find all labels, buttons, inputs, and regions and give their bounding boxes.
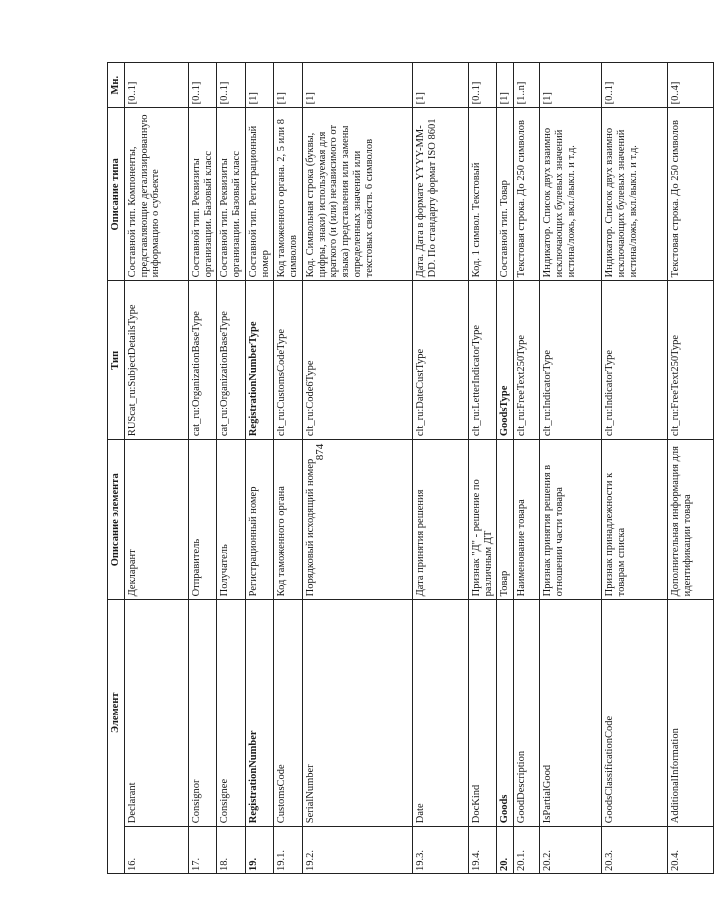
row-element: Consignor: [188, 600, 217, 827]
row-element: DocKind: [468, 600, 497, 827]
row-description: Признак принадлежности к товарам списка: [602, 440, 668, 600]
table-row: [412, 63, 468, 874]
table-row: [497, 63, 514, 874]
row-type: cat_ru:OrganizationBaseType: [217, 281, 246, 440]
row-type: RegistrationNumberType: [245, 281, 274, 440]
row-multiplicity: [0..1]: [217, 63, 246, 108]
row-multiplicity: [1..n]: [514, 63, 540, 108]
row-description: Дата принятия решения: [412, 440, 468, 600]
row-description: Порядковый исходящий номер: [302, 440, 412, 600]
row-element: IsPartialGood: [540, 600, 602, 827]
row-number: 20.2.: [540, 827, 602, 874]
table-row: [124, 63, 188, 874]
row-description: Признак "Д" - решение по различным ДТ: [468, 440, 497, 600]
row-number: 20.3.: [602, 827, 668, 874]
row-type: cat_ru:OrganizationBaseType: [188, 281, 217, 440]
row-type: clt_ru:IndicatorType: [540, 281, 602, 440]
header-description: Описание элемента: [108, 440, 125, 600]
row-type-description: Код. 1 символ. Текстовый: [468, 108, 497, 281]
row-number: 20.: [497, 827, 514, 874]
table-row: [514, 63, 540, 874]
row-type-description: Индикатор. Список двух взаимно исключающих булевых значений истина/ложь, вкл./выкл. и т.д.: [602, 108, 668, 281]
row-description: Дополнительная информация для идентификации товара: [668, 440, 714, 600]
row-type: GoodsType: [497, 281, 514, 440]
row-number: 19.: [245, 827, 274, 874]
row-number: 16.: [124, 827, 188, 874]
table-row: [302, 63, 412, 874]
row-description: Наименование товара: [514, 440, 540, 600]
row-number: 19.4.: [468, 827, 497, 874]
table-row: [602, 63, 668, 874]
element-table: [107, 62, 714, 874]
row-number: 19.3.: [412, 827, 468, 874]
row-type: clt_ru:FreeText250Type: [668, 281, 714, 440]
table-row: [188, 63, 217, 874]
row-multiplicity: [1]: [274, 63, 303, 108]
row-type-description: Код таможенного органа. 2, 5 или 8 символов: [274, 108, 303, 281]
table-row: [540, 63, 602, 874]
row-type: clt_ru:Code6Type: [302, 281, 412, 440]
row-multiplicity: [1]: [540, 63, 602, 108]
row-element: Date: [412, 600, 468, 827]
row-description: Декларант: [124, 440, 188, 600]
row-number: 17.: [188, 827, 217, 874]
header-type-description: Описание типа: [108, 108, 125, 281]
row-multiplicity: [0..1]: [188, 63, 217, 108]
row-number: 19.1.: [274, 827, 303, 874]
row-multiplicity: [0..1]: [602, 63, 668, 108]
row-type-description: Составной тип. Товар: [497, 108, 514, 281]
row-description: Код таможенного органа: [274, 440, 303, 600]
row-type-description: Составной тип. Регистрационный номер: [245, 108, 274, 281]
table-row: [245, 63, 274, 874]
row-element: SerialNumber: [302, 600, 412, 827]
row-number: 20.1.: [514, 827, 540, 874]
row-element: Declarant: [124, 600, 188, 827]
row-number: 20.4.: [668, 827, 714, 874]
table-row: [468, 63, 497, 874]
row-multiplicity: [0..4]: [668, 63, 714, 108]
row-type-description: Текстовая строка. До 250 символов: [514, 108, 540, 281]
row-element: AdditionalInformation: [668, 600, 714, 827]
rotated-table-frame: [107, 62, 693, 874]
header-type: Тип: [108, 281, 125, 440]
table-body: [108, 63, 714, 874]
row-number: 19.2.: [302, 827, 412, 874]
row-type: clt_ru:FreeText250Type: [514, 281, 540, 440]
row-multiplicity: [1]: [412, 63, 468, 108]
row-type-description: Составной тип. Компоненты, представляющие детализированную информацию о субъекте: [124, 108, 188, 281]
row-element: RegistrationNumber: [245, 600, 274, 827]
row-element: GoodsClassificationCode: [602, 600, 668, 827]
row-type-description: Составной тип. Реквизиты организации. Базовый класс: [188, 108, 217, 281]
row-type: clt_ru:CustomsCodeType: [274, 281, 303, 440]
table-header-row: [108, 63, 125, 874]
row-type: clt_ru:LetterIndicatorType: [468, 281, 497, 440]
row-multiplicity: [1]: [245, 63, 274, 108]
header-element: Элемент: [108, 600, 125, 874]
row-type-description: Составной тип. Реквизиты организации. Базовый класс: [217, 108, 246, 281]
row-description: Товар: [497, 440, 514, 600]
table-row: [668, 63, 714, 874]
row-element: Goods: [497, 600, 514, 827]
header-multiplicity: Мн.: [108, 63, 125, 108]
row-multiplicity: [1]: [302, 63, 412, 108]
row-description: Признак принятия решения в отношении части товара: [540, 440, 602, 600]
row-multiplicity: [0..1]: [124, 63, 188, 108]
page-number: 874: [314, 443, 326, 461]
table-row: [217, 63, 246, 874]
row-type: clt_ru:DateCustType: [412, 281, 468, 440]
row-multiplicity: [0..1]: [468, 63, 497, 108]
row-number: 18.: [217, 827, 246, 874]
row-type: clt_ru:IndicatorType: [602, 281, 668, 440]
row-element: CustomsCode: [274, 600, 303, 827]
rotated-table-container: [107, 62, 693, 874]
row-type-description: Код. Символьная строка (буквы, цифры, знаки) используемая для краткого (и (или) независимого от языка) представления или замены определенных значений или текстовых свойств. 6 символов: [302, 108, 412, 281]
row-element: GoodDescription: [514, 600, 540, 827]
row-type-description: Текстовая строка. До 250 символов: [668, 108, 714, 281]
row-multiplicity: [1]: [497, 63, 514, 108]
row-type-description: Индикатор. Список двух взаимно исключающих булевых значений истина/ложь, вкл./выкл. и т.д.: [540, 108, 602, 281]
row-type-description: Дата. Дата в формате YYYY-MM-DD. По стандарту формат ISO 8601: [412, 108, 468, 281]
row-type: RUScat_ru:SubjectDetailsType: [124, 281, 188, 440]
row-description: Отправитель: [188, 440, 217, 600]
row-element: Consignee: [217, 600, 246, 827]
row-description: Получатель: [217, 440, 246, 600]
table-row: [274, 63, 303, 874]
row-description: Регистрационный номер: [245, 440, 274, 600]
